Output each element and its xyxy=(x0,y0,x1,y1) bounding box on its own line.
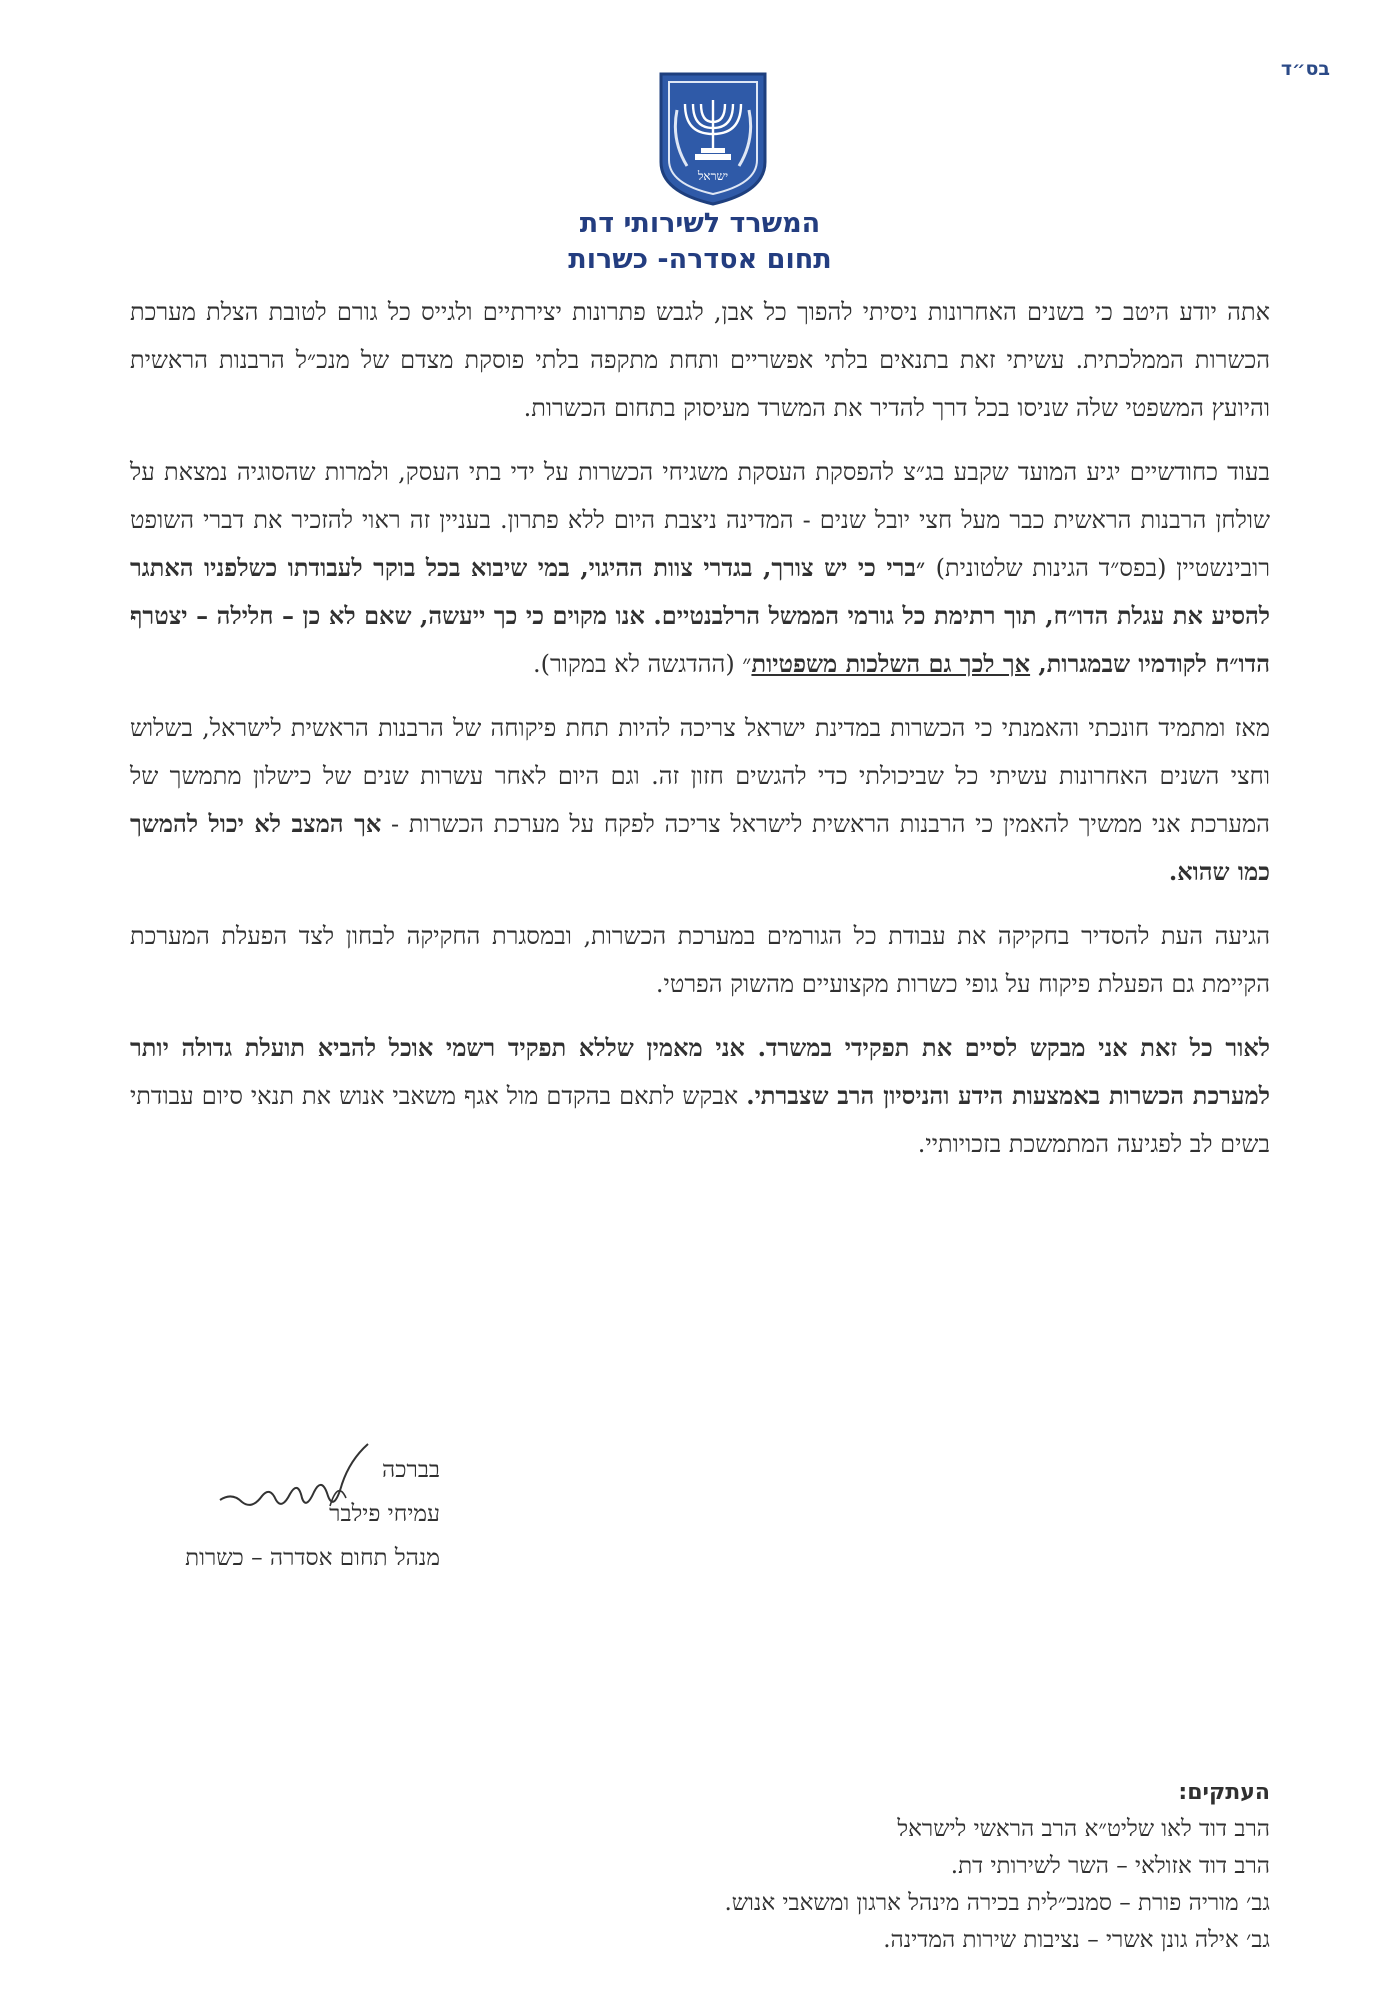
bsd-mark: בס״ד xyxy=(1280,58,1330,80)
closing-block xyxy=(120,1448,440,1580)
closing-greeting: בברכה xyxy=(382,1457,440,1483)
copies-item: הרב דוד אזולאי – השר לשירותי דת. xyxy=(950,1853,1270,1879)
paragraph-2-quote: ״ברי כי יש צורך, בגדרי צוות ההיגוי, במי שיבוא בכל בוקר לעבודתו כשלפניו האתגר להסיע את עגלת הדו״ח, תוך רתימת כל גורמי הממשל הרלבנטיים. אנו מקוים כי כך ייעשה, שאם לא כן – חלילה – יצטרף הדו״ח לקודמיו שבמגרות, xyxy=(130,553,1270,678)
paragraph-5-end: אבקש לתאם בהקדם מול אגף משאבי אנוש את תנאי סיום עבודתי בשים לב לפגיעה המתמשכת בזכויותיי. xyxy=(130,1082,1270,1158)
copies-block xyxy=(570,1775,1270,1959)
paragraph-3-bold: אך המצב לא יכול להמשך כמו שהוא. xyxy=(130,809,1270,886)
letterhead xyxy=(300,206,1100,278)
paragraph-2-end: ״ (ההדגשה לא במקור). xyxy=(533,650,752,678)
copies-title: העתקים: xyxy=(1178,1780,1270,1805)
paragraph-3 xyxy=(130,704,1270,896)
paragraph-1: אתה יודע היטב כי בשנים האחרונות ניסיתי להפוך כל אבן, לגבש פתרונות יצירתיים ולגייס כל גורם לטובת הצלת מערכת הכשרות הממלכתית. עשיתי זאת בתנאים בלתי אפשריים ותחת מתקפה בלתי פוסקת מצדם של מנכ״ל הרבנות הראשית והיועץ המשפטי שלה שניסו בכל דרך להדיר את המשרד מעיסוק בתחום הכשרות. xyxy=(130,298,1271,422)
ministry-name: המשרד לשירותי דת xyxy=(579,208,821,239)
paragraph-5 xyxy=(130,1024,1270,1168)
signer-name: עמיחי פילבר xyxy=(329,1501,440,1527)
state-emblem-icon xyxy=(657,70,769,206)
paragraph-5-bold: לאור כל זאת אני מבקש לסיים את תפקידי במשרד. אני מאמין שללא תפקיד רשמי אוכל להביא תועלת גדולה יותר למערכת הכשרות באמצעות הידע והניסיון הרב שצברתי. xyxy=(130,1033,1271,1110)
copies-item: גב׳ מוריה פורת – סמנכ״לית בכירה מינהל ארגון ומשאבי אנוש. xyxy=(724,1890,1270,1916)
paragraph-2 xyxy=(130,448,1270,688)
paragraph-3-intro: מאז ומתמיד חונכתי והאמנתי כי הכשרות במדינת ישראל צריכה להיות תחת פיקוחה של הרבנות הראשית לישראל, בשלוש וחצי השנים האחרונות עשיתי כל שביכולתי כדי להגשים חזון זה. וגם היום לאחר עשרות שנים של כישלון מתמשך של המערכת אני ממשיך להאמין כי הרבנות הראשית לישראל צריכה לפקח על מערכת הכשרות - xyxy=(130,714,1270,838)
paragraph-2-underline: אך לכך גם השלכות משפטיות xyxy=(751,649,1031,678)
paragraph-2-intro: בעוד כחודשיים יגיע המועד שקבע בג״צ להפסקת העסקת משגיחי הכשרות על ידי בתי העסק, ולמרות שהסוגיה נמצאת על שולחן הרבנות הראשית כבר מעל חצי יובל שנים - המדינה ניצבת היום ללא פתרון. בעניין זה ראוי להזכיר את דברי השופט רובינשטיין (בפס״ד הגינות שלטונית) xyxy=(130,458,1270,582)
paragraph-4: הגיעה העת להסדיר בחקיקה את עבודת כל הגורמים במערכת הכשרות, ובמסגרת החקיקה לבחון לצד הפעלת המערכת הקיימת גם הפעלת פיקוח על גופי כשרות מקצועיים מהשוק הפרטי. xyxy=(130,922,1271,998)
signer-role: מנהל תחום אסדרה – כשרות xyxy=(185,1545,440,1571)
copies-item: הרב דוד לאו שליט״א הרב הראשי לישראל xyxy=(897,1816,1270,1842)
letter-body xyxy=(130,288,1270,1184)
emblem-label: ישראל xyxy=(697,169,729,183)
department-name: תחום אסדרה- כשרות xyxy=(568,244,832,275)
copies-item: גב׳ אילה גונן אשרי – נציבות שירות המדינה. xyxy=(883,1927,1270,1953)
